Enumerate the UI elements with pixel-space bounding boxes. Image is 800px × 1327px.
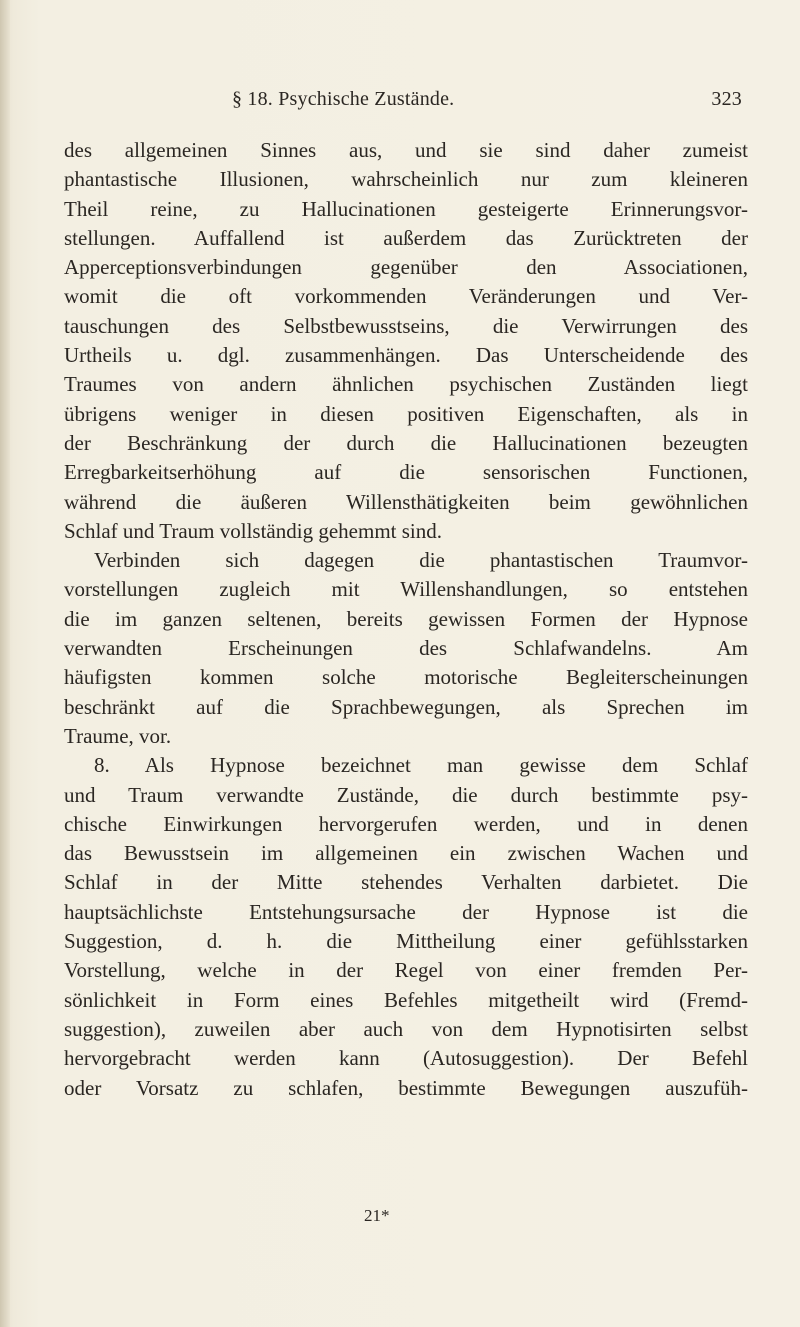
text-line: der Beschränkung der durch die Hallucinationen bezeugten [64, 430, 748, 455]
text-line: das Bewusstsein im allgemeinen ein zwischen Wachen und [64, 841, 748, 866]
text-line: vorstellungen zugleich mit Willenshandlungen, so entstehen [64, 577, 748, 602]
text-line: Apperceptionsverbindungen gegenüber den Associationen, [64, 255, 748, 280]
text-line: Vorstellung, welche in der Regel von einer fremden Per- [64, 958, 748, 983]
text-line: Schlaf und Traum vollständig gehemmt sind. [64, 518, 442, 543]
text-line: oder Vorsatz zu schlafen, bestimmte Bewegungen auszufüh- [64, 1075, 748, 1100]
text-line: übrigens weniger in diesen positiven Eigenschaften, als in [64, 401, 748, 426]
text-line: Schlaf in der Mitte stehendes Verhalten darbietet. Die [64, 870, 748, 895]
text-line: Traume, vor. [64, 723, 172, 748]
text-line: Traumes von andern ähnlichen psychischen Zuständen liegt [64, 372, 748, 397]
text-line: suggestion), zuweilen aber auch von dem Hypnotisirten selbst [64, 1016, 748, 1041]
text-line: Theil reine, zu Hallucinationen gesteigerte Erinnerungsvor- [64, 196, 748, 221]
text-line: womit die oft vorkommenden Veränderungen und Ver- [64, 284, 748, 309]
text-line: 8. Als Hypnose bezeichnet man gewisse dem Schlaf [94, 753, 748, 778]
page-number: 323 [711, 88, 742, 110]
printer-signature: 21* [364, 1206, 390, 1225]
text-line: verwandten Erscheinungen des Schlafwandelns. Am [64, 636, 748, 661]
text-line: während die äußeren Willensthätigkeiten beim gewöhnlichen [64, 489, 748, 514]
text-line: des allgemeinen Sinnes aus, und sie sind daher zumeist [64, 138, 748, 162]
running-header [232, 88, 742, 118]
text-line: Urtheils u. dgl. zusammenhängen. Das Unterscheidende des [64, 343, 748, 368]
text-line: hervorgebracht werden kann (Autosuggestion). Der Befehl [64, 1046, 748, 1071]
text-line: die im ganzen seltenen, bereits gewissen Formen der Hypnose [64, 606, 748, 631]
text-line: tauschungen des Selbstbewusstseins, die Verwirrungen des [64, 313, 748, 338]
text-line: chische Einwirkungen hervorgerufen werden, und in denen [64, 811, 748, 836]
text-line: und Traum verwandte Zustände, die durch bestimmte psy- [64, 782, 748, 807]
text-line: Verbinden sich dagegen die phantastischen Traumvor- [94, 548, 748, 573]
section-title: § 18. Psychische Zustände. [232, 88, 455, 110]
text-line: beschränkt auf die Sprachbewegungen, als Sprechen im [64, 694, 748, 719]
text-line: sönlichkeit in Form eines Befehles mitgetheilt wird (Fremd- [64, 987, 748, 1012]
text-line: Suggestion, d. h. die Mittheilung einer gefühlsstarken [64, 929, 748, 954]
text-line: häufigsten kommen solche motorische Begleiterscheinungen [64, 665, 748, 690]
body-text [64, 136, 748, 1103]
text-line: phantastische Illusionen, wahrscheinlich nur zum kleineren [64, 167, 748, 192]
text-line: hauptsächlichste Entstehungsursache der Hypnose ist die [64, 899, 748, 924]
page-gutter [0, 0, 10, 1327]
text-line: stellungen. Auffallend ist außerdem das Zurücktreten der [64, 225, 748, 250]
text-line: Erregbarkeitserhöhung auf die sensorischen Functionen, [64, 460, 748, 485]
